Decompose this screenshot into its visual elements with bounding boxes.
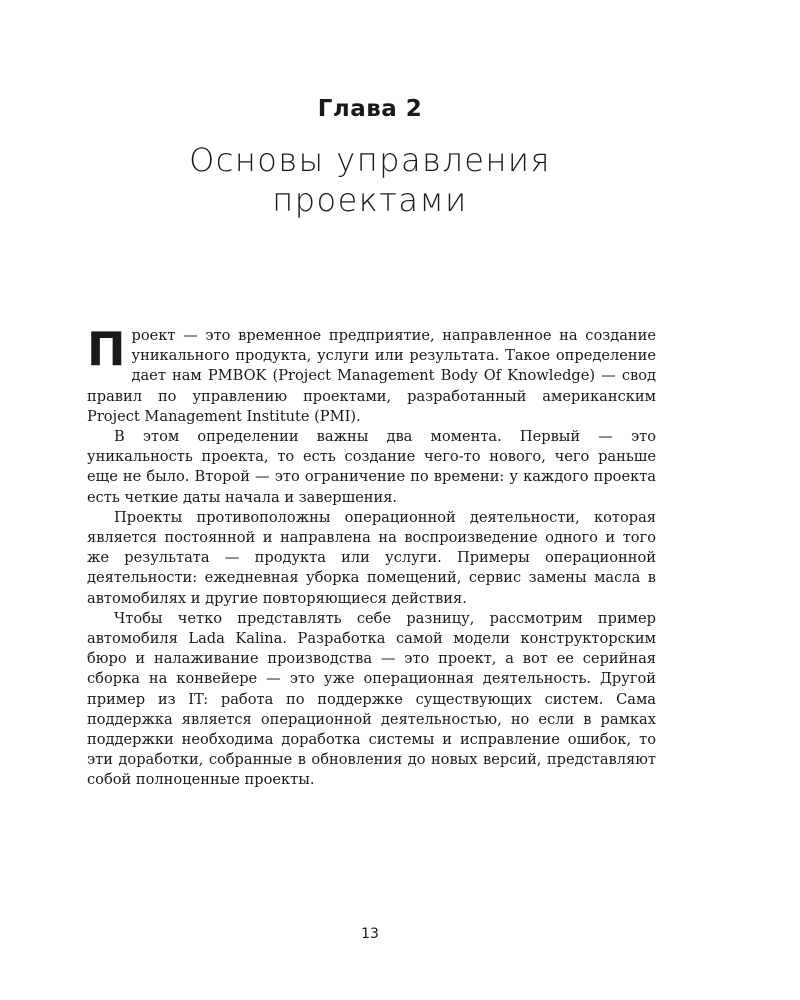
chapter-title	[0, 140, 740, 220]
paragraph-4: Чтобы четко представлять себе разницу, рассмотрим пример автомобиля Lada Kalina. Разработка самой модели конструкторским бюро и налаживание производства — это проект, а вот ее серийная сборка на конвейере — это уже операционная деятельность. Другой пример из IT: работа по поддержке существующих систем. Сама поддержка является операционной деятельностью, но если в рамках поддержки необходима доработка системы и исправление ошибок, то эти доработки, собранные в обновления до новых версий, представляют собой полноценные проекты.	[87, 609, 656, 789]
drop-cap: П	[87, 322, 126, 376]
body-text	[87, 322, 656, 791]
paragraph-2: В этом определении важны два момента. Первый — это уникальность проекта, то есть создание чего-то нового, чего раньше еще не было. Второй — это ограничение по времени: у каждого проекта есть четкие даты начала и завершения.	[87, 428, 656, 506]
chapter-title-line-2: проектами	[272, 181, 468, 219]
chapter-label: Глава 2	[317, 96, 423, 122]
page-number: 13	[361, 926, 379, 942]
paragraph-1-text: роект — это временное предприятие, направленное на создание уникального продукта, услуги или результата. Такое определение дает нам PMBOK (Project Management Body Of Knowledge) — свод правил по управлению проектами, разработанный американским Project Management Institute (PMI).	[87, 327, 656, 425]
chapter-title-line-1: Основы управления	[189, 141, 551, 179]
paragraph-3: Проекты противоположны операционной деятельности, которая является постоянной и направлена на воспроизведение одного и того же результата — продукта или услуги. Примеры операционной деятельности: ежедневная уборка помещений, сервис замены масла в автомобилях и другие повторяющиеся действия.	[87, 508, 656, 607]
paragraph-1	[87, 322, 656, 427]
